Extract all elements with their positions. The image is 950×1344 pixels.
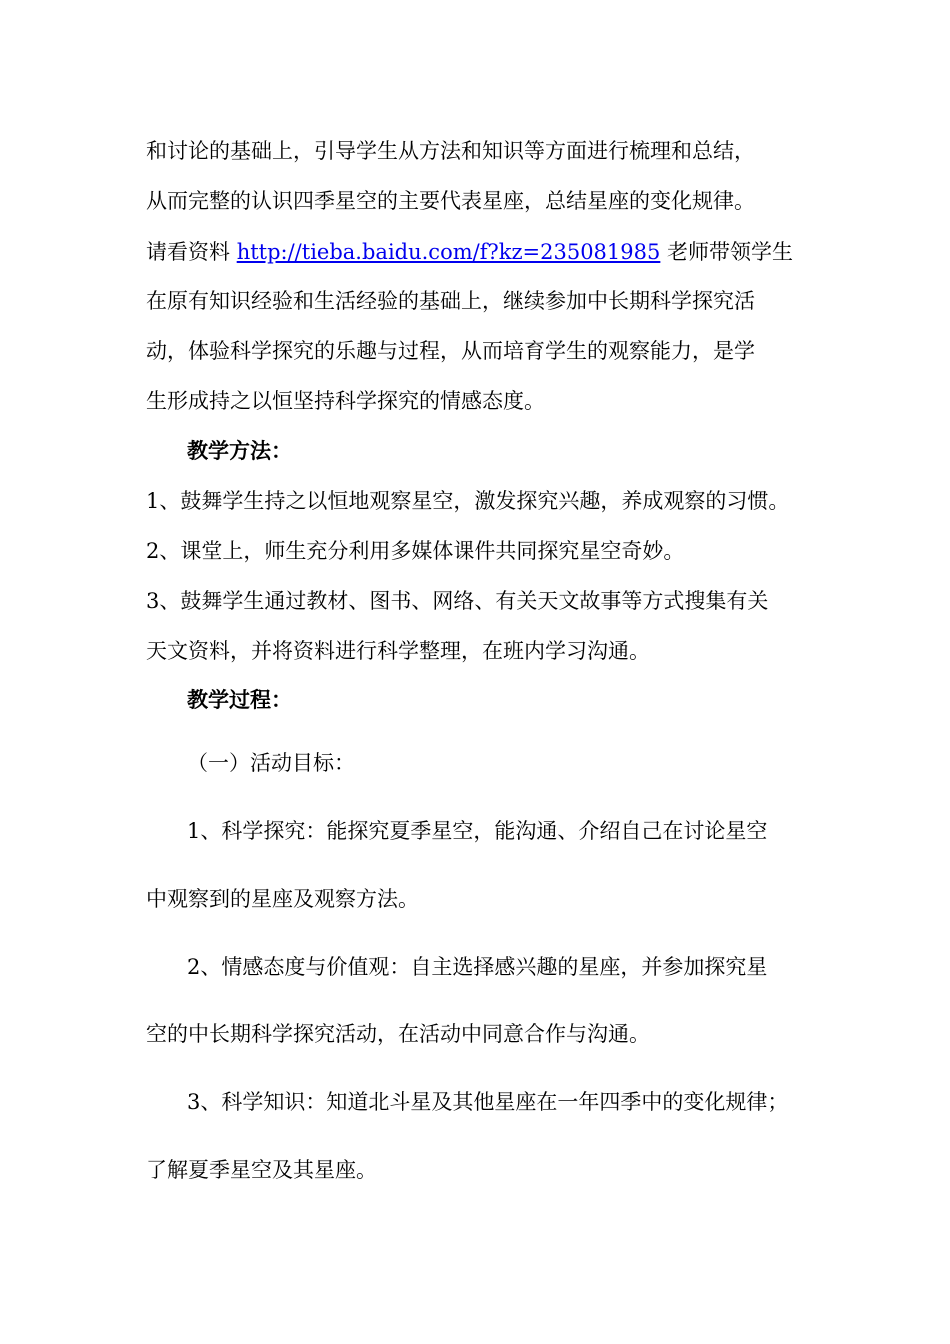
resource-link[interactable]: http://tieba.baidu.com/f?kz=235081985 [236, 240, 661, 264]
intro-line-3 [146, 238, 793, 266]
intro-line-3-suffix: 老师带领学生 [660, 240, 794, 264]
intro-line-4: 在原有知识经验和生活经验的基础上，继续参加中长期科学探究活 [146, 289, 755, 313]
intro-line-1: 和讨论的基础上，引导学生从方法和知识等方面进行梳理和总结， [146, 139, 755, 163]
process-sub-heading: （一）活动目标： [187, 751, 355, 775]
methods-item-3-line-1: 3、鼓舞学生通过教材、图书、网络、有关天文故事等方式搜集有关 [146, 589, 769, 613]
intro-line-3-prefix: 请看资料 [146, 240, 237, 264]
methods-item-3-line-2: 天文资料，并将资料进行科学整理，在班内学习沟通。 [146, 639, 650, 663]
intro-line-2: 从而完整的认识四季星空的主要代表星座，总结星座的变化规律。 [146, 189, 755, 213]
methods-item-2: 2、课堂上，师生充分利用多媒体课件共同探究星空奇妙。 [146, 539, 685, 563]
goal-2-line-2: 空的中长期科学探究活动，在活动中同意合作与沟通。 [146, 1022, 650, 1046]
methods-item-1: 1、鼓舞学生持之以恒地观察星空，激发探究兴趣，养成观察的习惯。 [146, 489, 790, 513]
intro-line-6: 生形成持之以恒坚持科学探究的情感态度。 [146, 389, 545, 413]
goal-2-line-1: 2、情感态度与价值观：自主选择感兴趣的星座，并参加探究星 [187, 955, 768, 979]
goal-1-line-2: 中观察到的星座及观察方法。 [146, 887, 419, 911]
goal-3-line-2: 了解夏季星空及其星座。 [146, 1158, 377, 1182]
goal-3-line-1: 3、科学知识：知道北斗星及其他星座在一年四季中的变化规律； [187, 1090, 789, 1114]
methods-heading: 教学方法： [187, 438, 292, 463]
intro-line-5: 动，体验科学探究的乐趣与过程，从而培育学生的观察能力，是学 [146, 339, 755, 363]
goal-1-line-1: 1、科学探究：能探究夏季星空，能沟通、介绍自己在讨论星空 [187, 819, 768, 843]
process-heading: 教学过程： [187, 687, 292, 712]
